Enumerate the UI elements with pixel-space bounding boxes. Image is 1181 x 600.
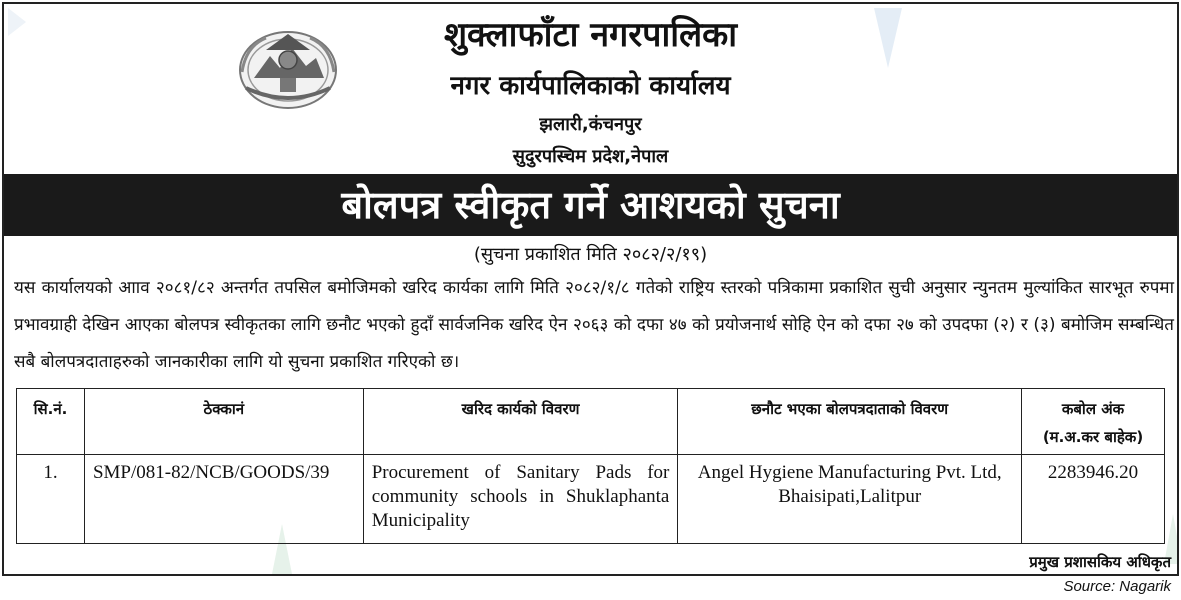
header-description: खरिद कार्यको विवरण xyxy=(363,389,678,455)
notice-body: यस कार्यालयको आाव २०८१/८२ अन्तर्गत तपसिल बमोजिमको खरिद कार्यका लागि मिति २०८२/१/८ गतेको राष्ट्रिय स्तरको पत्रिकामा प्रकाशित सुची अनुसार न्युनतम मुल्यांकित सारभूत रुपमा प्रभावग्राही देखिन आएका बोलपत्र स्वीकृतका लागि छनौट भएको हुदाँ सार्वजनिक खरिद ऐन २०६३ को दफा ४७ को प्रयोजनार्थ सोहि ऐन को दफा २७ को उपदफा (२) र (३) बमोजिम सम्बन्धित सबै बोलपत्रदाताहरुको जानकारीका लागि यो सुचना प्रकाशित गरिएको छ। xyxy=(14,278,1174,372)
row-reference: SMP/081-82/NCB/GOODS/39 xyxy=(84,455,363,544)
office-location: झलारी,कंचनपुर xyxy=(539,114,642,135)
bidder-address: Bhaisipati,Lalitpur xyxy=(778,486,922,507)
header-amount-note: (म.अ.कर बाहेक) xyxy=(1042,428,1144,446)
published-date: (सुचना प्रकाशित मिति २०८२/२/१९) xyxy=(473,244,708,265)
province-name: सुदुरपस्चिम प्रदेश,नेपाल xyxy=(512,146,669,167)
header-amount xyxy=(1022,389,1165,455)
table-row xyxy=(17,455,1165,544)
municipality-name: शुक्लाफाँटा नगरपालिका xyxy=(443,15,738,55)
row-bidder xyxy=(678,455,1022,544)
table-header-row xyxy=(17,389,1165,455)
row-sn: 1. xyxy=(17,455,85,544)
header-bidder: छनौट भएका बोलपत्रदाताको विवरण xyxy=(678,389,1022,455)
bidder-name: Angel Hygiene Manufacturing Pvt. Ltd, xyxy=(697,462,1002,483)
header-amount-label: कबोल अंक xyxy=(1061,400,1125,418)
office-name: नगर कार्यपालिकाको कार्यालय xyxy=(450,71,731,101)
header-reference: ठेक्कानं xyxy=(84,389,363,455)
signature-title: प्रमुख प्रशासकिय अधिकृत xyxy=(1029,553,1171,571)
notice-title: बोलपत्र स्वीकृत गर्ने आशयको सुचना xyxy=(4,174,1177,236)
row-amount: 2283946.20 xyxy=(1022,455,1165,544)
header-sn: सि.नं. xyxy=(17,389,85,455)
source-credit: Source: Nagarik xyxy=(1063,578,1171,595)
notice-panel xyxy=(2,2,1179,576)
award-table xyxy=(16,388,1165,544)
row-description: Procurement of Sanitary Pads for community schools in Shuklaphanta Municipality xyxy=(363,455,678,544)
